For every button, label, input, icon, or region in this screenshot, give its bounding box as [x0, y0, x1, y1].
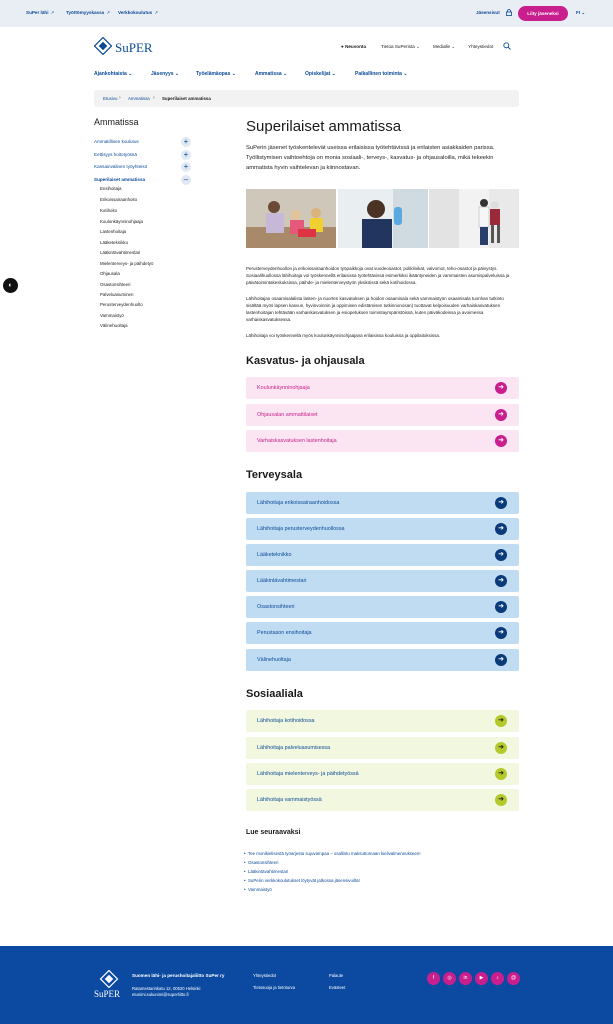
sidebar-subitem[interactable]: Palveluasuminen — [100, 292, 134, 297]
nav-medialle[interactable]: Medialle ⌄ — [433, 44, 456, 49]
linkedin-icon[interactable]: in — [459, 972, 472, 985]
read-more-link[interactable]: • Lääkintävahtimestari — [248, 869, 288, 874]
logo-emblem-icon — [94, 37, 112, 55]
footer-link-yhteystiedot[interactable]: Yhteystiedot — [253, 973, 277, 978]
topbar-link-kassa[interactable]: Työttömyyskassa ↗ — [66, 10, 111, 15]
link-card[interactable] — [246, 570, 519, 592]
expand-icon[interactable]: + — [181, 162, 191, 172]
instagram-icon[interactable]: ◎ — [443, 972, 456, 985]
threads-icon[interactable]: @ — [507, 972, 520, 985]
sidebar-subitem[interactable]: Perusterveydenhuolto — [100, 302, 143, 307]
nav-tietoa[interactable]: Tietoa SuPerista ⌄ — [381, 44, 420, 49]
arrow-right-icon: ➜ — [495, 382, 507, 394]
mainnav-ammatissa[interactable]: Ammatissa ⌄ — [255, 71, 288, 77]
photo-elderly-walking — [429, 189, 519, 248]
section-title-kasvatus: Kasvatus- ja ohjausala — [246, 355, 365, 367]
link-card-label: Lähihoitaja kotihoidossa — [257, 718, 315, 724]
sidebar-subitem[interactable]: Ensihoitaja — [100, 186, 122, 191]
mainnav-ajankohtaista[interactable]: Ajankohtaista ⌄ — [94, 71, 133, 77]
arrow-right-icon: ➜ — [495, 601, 507, 613]
external-link-icon: ↗ — [50, 10, 55, 15]
sidebar-subitem[interactable]: Lääkintävahtimestari — [100, 250, 141, 255]
topbar-link-verkkokoulutus[interactable]: Verkkokoulutus ↗ — [118, 10, 159, 15]
intro-paragraph: SuPerin jäsenet työskentelevät useissa erilaisissa työtehtävissä ja erilaisten asiakkaiden parissa. Työllistymisen vaihtoehtoja on monia sosiaali-, terveys-, kasvatus- ja ohjausaloilla, mikä tekeekin ammatista hyvin vaihtelevan ja kiinnostavan. — [246, 145, 495, 171]
language-selector[interactable]: FI ⌄ — [576, 10, 586, 15]
chevron-right-icon: › — [153, 95, 155, 101]
link-card-label: Lähihoitaja mielenterveys- ja päihdetyössä — [257, 771, 359, 777]
sidebar-title: Ammatissa — [94, 117, 139, 127]
sidebar-subitem[interactable]: Erikoissairaanhoito — [100, 197, 138, 202]
arrow-right-icon: ➜ — [495, 627, 507, 639]
body-paragraph-2: Lähihoitajan osaamisalalista lasten- ja nuorten kasvatuksen ja hoidon osaamisala sekä vammaistyön osaamisala tuonhan tutkinto sisältää myös lapsen kasvun, hyvinvoinnin ja oppimisen edistämisen tutkinnonosan) tuottavat kelpoisuuden varhaiskasvatuksen lastenhoitajan tehtävään varhaiskasvatuksen ja esiopetuksen toimintaympäristöissä, kuten päiväkodeissa ja avoimessa varhaiskasvatuksessa. — [246, 296, 504, 322]
footer-link-evasteet[interactable]: Evästeet — [329, 985, 346, 990]
photo-nurse-gloves — [338, 189, 428, 248]
expand-icon[interactable]: + — [181, 150, 191, 160]
top-utility-bar — [0, 0, 613, 27]
link-card-label: Lähihoitaja perusterveydenhuollossa — [257, 526, 345, 532]
link-card[interactable] — [246, 789, 519, 811]
footer-logo[interactable]: SuPER — [94, 970, 124, 1000]
sidebar-item-superilaiset[interactable]: Superilaiset ammatissa — [94, 177, 146, 182]
read-more-link[interactable]: • Osastonsihteeri — [248, 860, 279, 865]
link-card-label: Lääkintävahtimestari — [257, 578, 307, 584]
breadcrumb — [94, 90, 519, 107]
link-card-label: Lääketeknikko — [257, 552, 292, 558]
sidebar-subitem[interactable]: Vammaistyö — [100, 313, 124, 318]
nav-neuvonta[interactable]: ● Neuvonta — [341, 44, 366, 49]
link-card[interactable] — [246, 710, 519, 732]
search-icon[interactable] — [503, 42, 511, 50]
chat-icon: ● — [341, 44, 344, 49]
link-card[interactable] — [246, 596, 519, 618]
footer-link-tietosuoja[interactable]: Tietosuoja ja tietoturva — [253, 985, 295, 990]
sidebar-subitem[interactable]: Ohjausala — [100, 271, 120, 276]
photo-children-care — [246, 189, 336, 248]
link-card[interactable] — [246, 737, 519, 759]
read-more-title: Lue seuraavaksi — [246, 829, 301, 836]
link-card-label: Varhaiskasvatuksen lastenhoitaja — [257, 438, 337, 444]
link-card[interactable] — [246, 377, 519, 399]
link-card-label: Välinehuoltaja — [257, 657, 291, 663]
read-more-link[interactable]: • SuPerin verkkokoulutukset löytyvät jatkossa jäsensivuilta! — [248, 878, 360, 883]
site-header — [0, 27, 613, 90]
link-card-label: Lähihoitaja vammaistyössä — [257, 797, 322, 803]
site-logo[interactable]: SuPER — [94, 37, 152, 57]
arrow-right-icon: ➜ — [495, 715, 507, 727]
sidebar-subitem[interactable]: Lääketeknikko — [100, 240, 129, 245]
external-link-icon: ↗ — [106, 10, 111, 15]
arrow-right-icon: ➜ — [495, 549, 507, 561]
mainnav-paikallinen[interactable]: Paikallinen toiminta ⌄ — [355, 71, 408, 77]
topbar-link-super-lahi[interactable]: SuPer lähi ↗ — [26, 10, 55, 15]
breadcrumb-home[interactable]: Etusivu — [103, 96, 118, 101]
page-title: Superilaiset ammatissa — [246, 118, 402, 135]
arrow-right-icon: ➜ — [495, 523, 507, 535]
nav-yhteystiedot[interactable]: Yhteystiedot — [468, 44, 494, 49]
facebook-icon[interactable]: f — [427, 972, 440, 985]
link-card[interactable] — [246, 763, 519, 785]
arrow-right-icon: ➜ — [495, 409, 507, 421]
sidebar-subitem[interactable]: Välinehuoltaja — [100, 323, 128, 328]
link-card[interactable] — [246, 492, 519, 514]
link-card-label: Lähihoitaja erikoissairaanhoidossa — [257, 500, 340, 506]
logo-emblem-icon — [99, 970, 119, 988]
link-card[interactable] — [246, 622, 519, 644]
link-card[interactable] — [246, 404, 519, 426]
chevron-down-icon: ⌄ — [581, 10, 586, 15]
arrow-right-icon: ➜ — [495, 435, 507, 447]
arrow-right-icon: ➜ — [495, 575, 507, 587]
mainnav-tyoelamaopas[interactable]: Työelämäopas ⌄ — [196, 71, 236, 77]
link-card[interactable] — [246, 544, 519, 566]
section-title-sosiaaliala: Sosiaaliala — [246, 688, 303, 700]
arrow-right-icon: ➜ — [495, 742, 507, 754]
footer-link-palaute[interactable]: Palaute — [329, 973, 344, 978]
link-card[interactable] — [246, 430, 519, 452]
site-footer — [0, 946, 613, 1024]
body-paragraph-1: Perusterveydenhuollon ja erikoissairaanhoidon työpaikkoja ovat vuodeosastot, poliklinikat, valvomot, teho-osastot ja päivystys. Sosiaalihuollossa lähihoitaja voi työskennellä erilaisissa työtehtävissä esimerkiksi ikääntyneiden ja vammaisten asumispalveluissa ja päivätoimintakeskuksissa, päihde- ja mielenterveystyön yksiköissä sekä kotihoidossa. — [246, 266, 510, 285]
arrow-right-icon: ➜ — [495, 497, 507, 509]
footer-email[interactable]: etunimi.sukunimi@superliitto.fi — [132, 992, 189, 997]
member-pages-link[interactable]: Jäsensivut — [476, 10, 500, 15]
breadcrumb-ammatissa[interactable]: Ammatissa — [128, 96, 150, 101]
sidebar-item-eettisyys[interactable]: Eettisyys hoitotyössä — [94, 152, 137, 157]
sidebar-item-koulutus[interactable]: Ammatillinen koulutus — [94, 139, 139, 144]
read-more-link[interactable]: • Tee monikielisestä työarjesta sujuvampaa – osallistu maksuttomaan kielivalmennukseen! — [248, 851, 421, 856]
link-card-label: Lähihoitaja palveluasumisessa — [257, 745, 331, 751]
breadcrumb-current: Superilaiset ammatissa — [162, 96, 211, 101]
section-title-terveysala: Terveysala — [246, 469, 303, 481]
expand-icon[interactable]: + — [181, 137, 191, 147]
sidebar-subitem[interactable]: Osastonsihteeri — [100, 282, 131, 287]
link-card-label: Ohjausalan ammattilaiset — [257, 412, 318, 418]
chevron-right-icon: › — [119, 95, 121, 101]
body-paragraph-3: Lähihoitaja voi työskennellä myös koulunkäynninohjaajana erilaisissa kouluissa ja oppilaitoksissa. — [246, 333, 441, 338]
join-button[interactable]: Liity jäseneksi — [518, 6, 568, 21]
youtube-icon[interactable]: ▶ — [475, 972, 488, 985]
tiktok-icon[interactable]: ♪ — [491, 972, 504, 985]
sidebar-subitem[interactable]: Lastenhoitaja — [100, 229, 127, 234]
sidebar-item-kansainvalinen[interactable]: Kansainvälinen työyhteisö — [94, 164, 148, 169]
link-card-label: Perustason ensihoitaja — [257, 630, 312, 636]
lock-icon — [506, 9, 512, 16]
link-card[interactable] — [246, 518, 519, 540]
accessibility-toggle-button[interactable]: ◐ — [3, 278, 18, 293]
mainnav-opiskelijat[interactable]: Opiskelijat ⌄ — [305, 71, 336, 77]
link-card-label: Osastonsihteeri — [257, 604, 295, 610]
sidebar-subitem[interactable]: Koulunkäynninohjaaja — [100, 219, 143, 224]
arrow-right-icon: ➜ — [495, 794, 507, 806]
collapse-icon[interactable]: – — [181, 175, 191, 185]
sidebar-subitem[interactable]: Kotihoito — [100, 208, 118, 213]
link-card[interactable] — [246, 649, 519, 671]
link-card-label: Koulunkäynninohjaaja — [257, 385, 310, 391]
sidebar-subitem[interactable]: Mielenterveys- ja päihdetyö — [100, 261, 154, 266]
read-more-link[interactable]: • Vammaistyö — [248, 887, 272, 892]
arrow-right-icon: ➜ — [495, 654, 507, 666]
arrow-right-icon: ➜ — [495, 768, 507, 780]
mainnav-jasenyys[interactable]: Jäsenyys ⌄ — [151, 71, 180, 77]
external-link-icon: ↗ — [154, 10, 159, 15]
footer-address: Ratamestarinkatu 12, 00520 Helsinki — [132, 986, 201, 991]
footer-org-name: Suomen lähi- ja perushoitajaliitto SuPer ry — [132, 973, 225, 978]
